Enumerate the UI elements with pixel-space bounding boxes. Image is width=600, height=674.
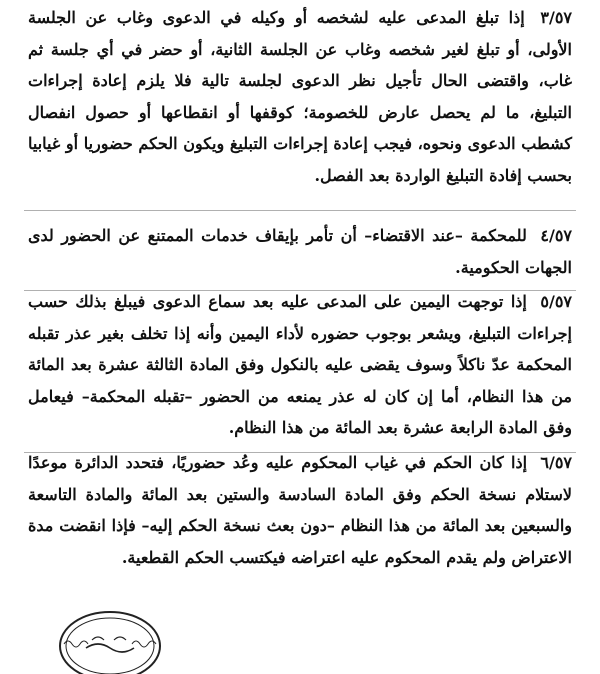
paragraph-text: إذا توجهت اليمين على المدعى عليه بعد سماع الدعوى فيبلغ بذلك حسب إجراءات التبليغ، ويشعر بوجوب حضوره لأداء اليمين وأنه إذا تخلف بغير عذر تقبله المحكمة عدّ ناكلاً وسوف يقضى عليه بالنكول وفق المادة الثالثة عشرة بعد المائة من هذا النظام، أما إن كان له عذر يمنعه من الحضور –تقبله المحكمة– فيعامل وفق المادة الرابعة عشرة بعد المائة من هذا النظام.: [28, 292, 572, 437]
paragraph-text: إذا تبلغ المدعى عليه لشخصه أو وكيله في الدعوى وغاب عن الجلسة الأولى، أو تبلغ لغير شخصه وغاب عن الجلسة الثانية، أو حضر في أي جلسة ثم غاب، واقتضى الحال تأجيل نظر الدعوى لجلسة تالية فلا يلزم إعادة إجراءات التبليغ، ما لم يحصل عارض للخصومة؛ كوقفها أو انقطاعها أو حصول انفصال كشطب الدعوى ونحوه، فيجب إعادة إجراءات التبليغ ويكون الحكم حضوريا أو غيابيا بحسب إفادة التبليغ الواردة بعد الفصل.: [28, 8, 572, 185]
paragraph-number: ٥/٥٧: [540, 292, 573, 311]
paragraph-divider: [24, 210, 576, 211]
paragraph-number: ٦/٥٧: [540, 453, 572, 472]
ministry-seal: [56, 604, 164, 674]
paragraph-text: للمحكمة –عند الاقتضاء– أن تأمر بإيقاف خدمات الممتنع عن الحضور لدى الجهات الحكومية.: [28, 226, 572, 277]
paragraph-57-4: [28, 220, 572, 283]
paragraph-57-6: [28, 447, 572, 573]
paragraph-57-3: [28, 2, 572, 191]
paragraph-number: ٤/٥٧: [540, 226, 572, 245]
paragraph-number: ٣/٥٧: [540, 8, 572, 27]
paragraph-57-5: [28, 286, 572, 444]
paragraph-text: إذا كان الحكم في غياب المحكوم عليه وعُد حضوريًا، فتحدد الدائرة موعدًا لاستلام نسخة الحكم وفق المادة السادسة والستين بعد المائة والمادة التاسعة والسبعين بعد المائة من هذا النظام –دون بعث نسخة الحكم إليه– فإذا انقضت مدة الاعتراض ولم يقدم المحكوم عليه اعتراضه فيكتسب الحكم القطعية.: [28, 453, 572, 567]
